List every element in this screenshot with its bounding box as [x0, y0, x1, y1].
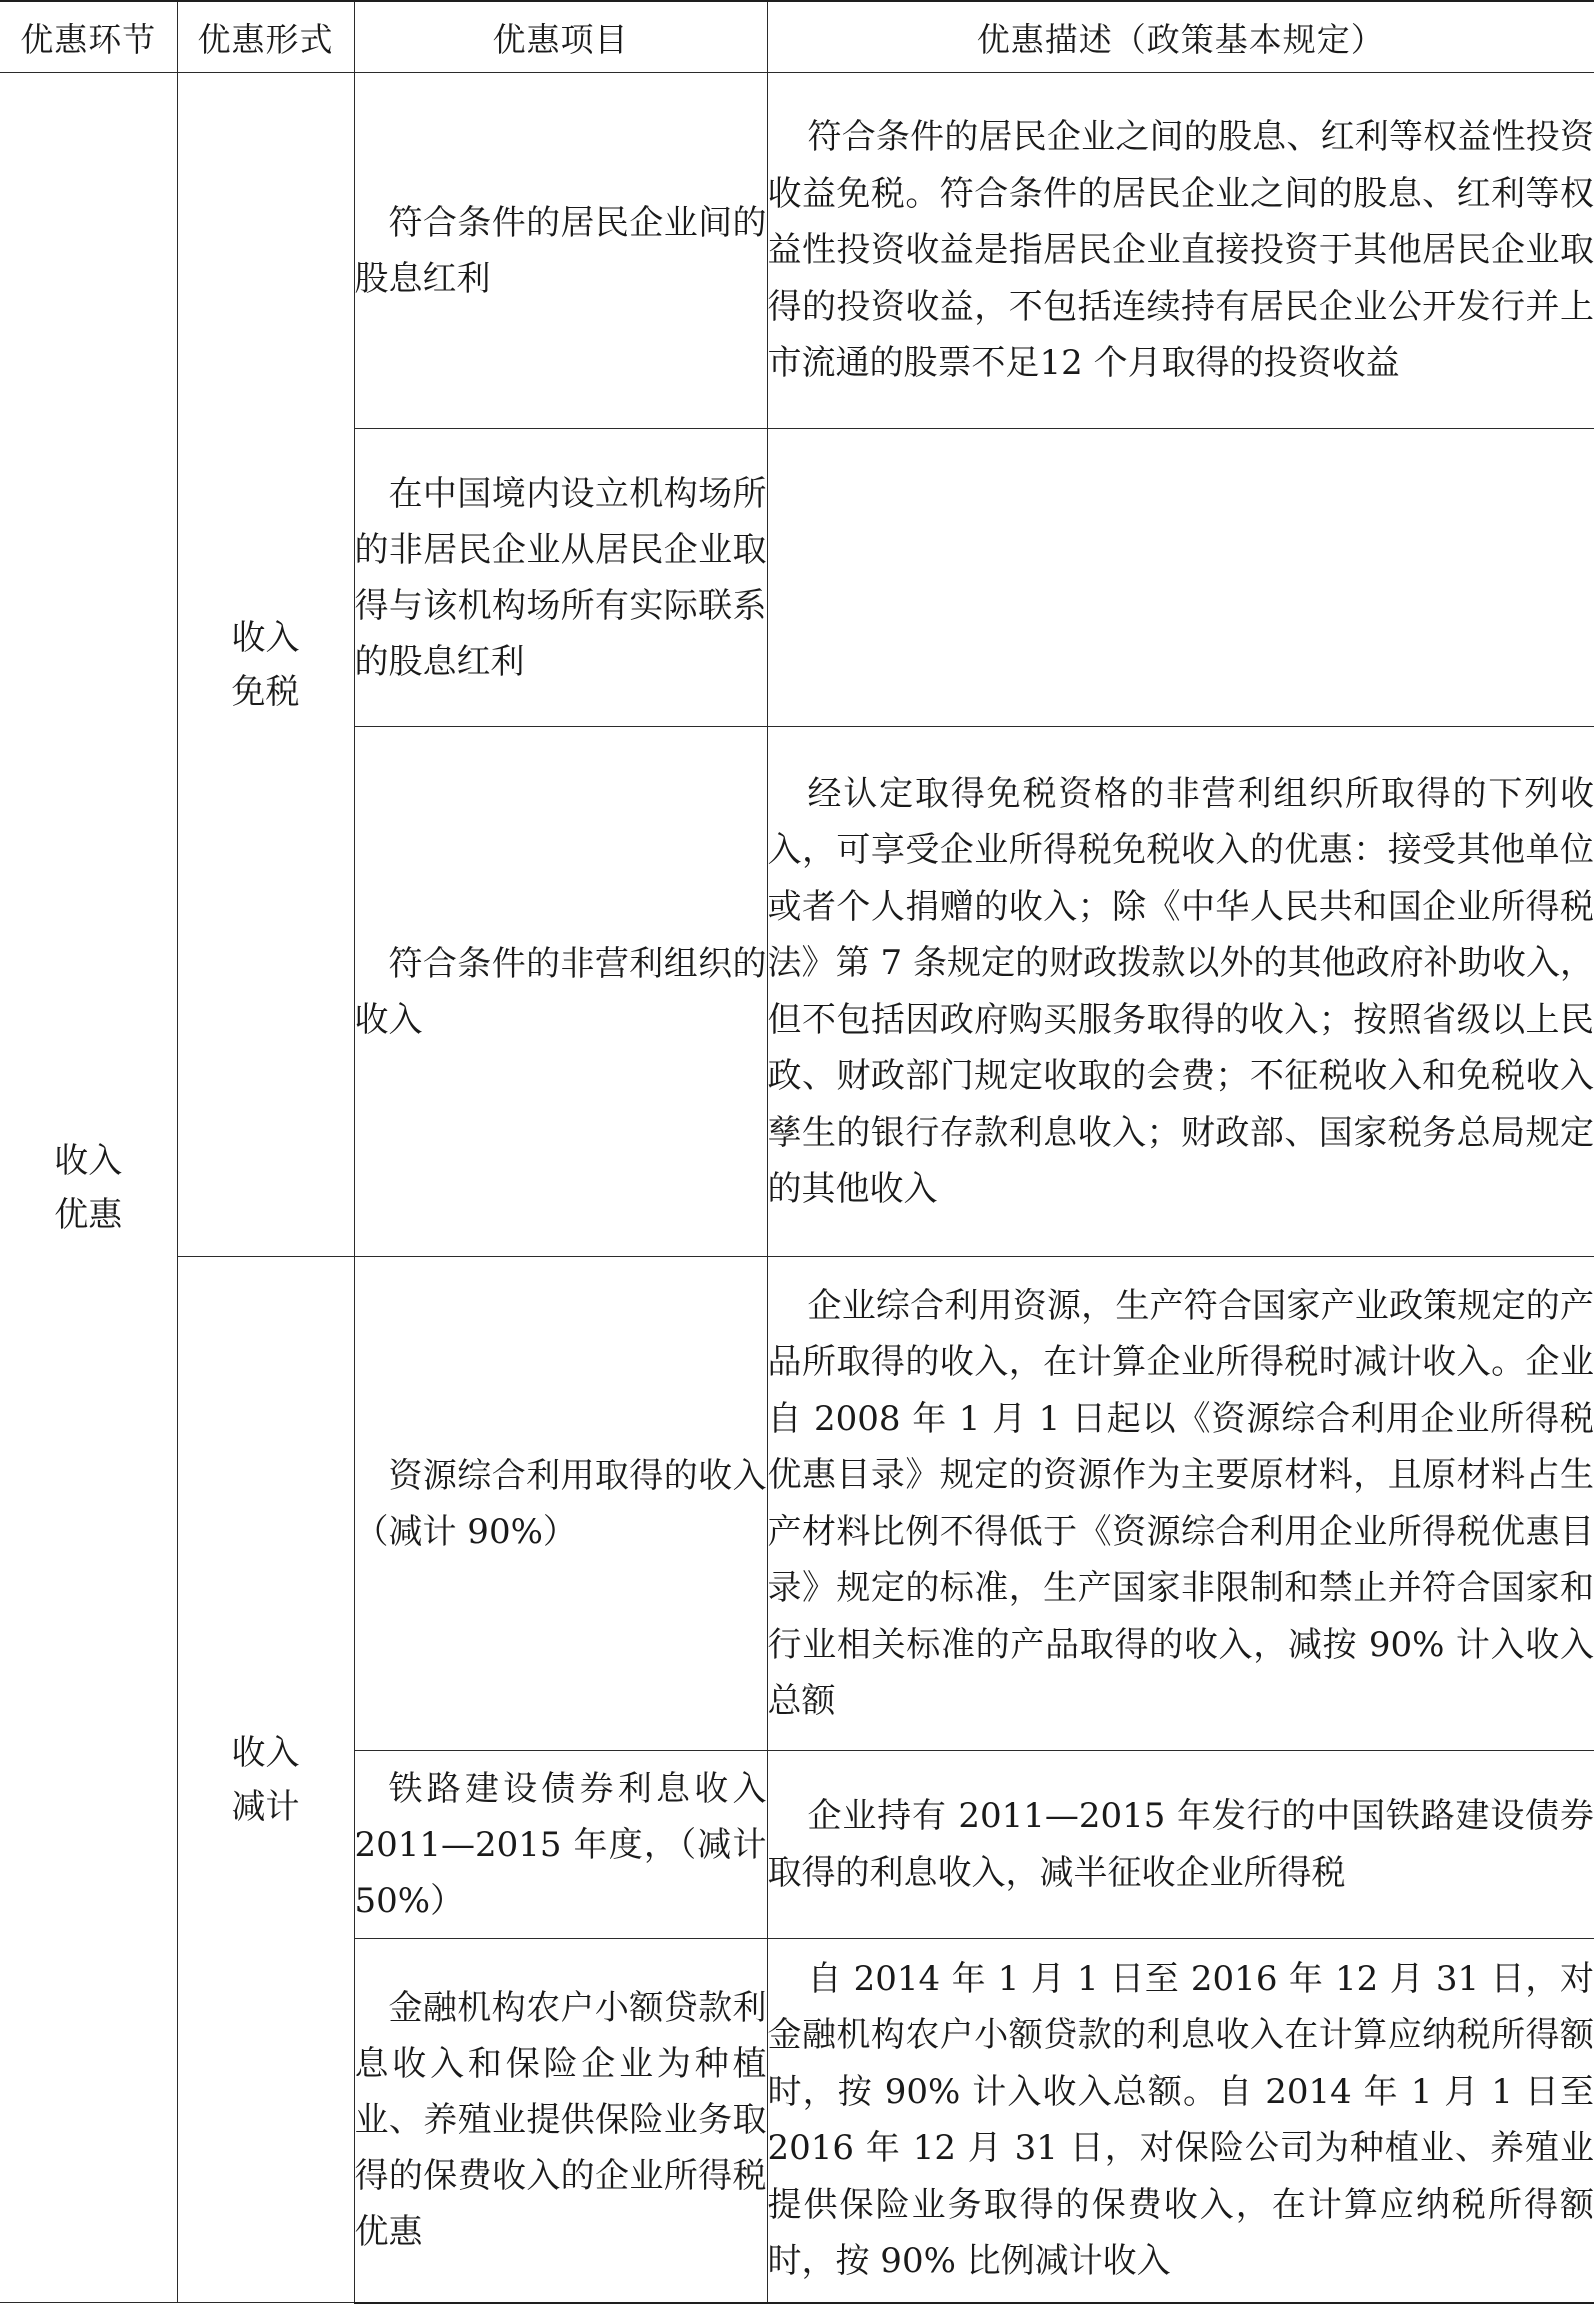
item-cell: 符合条件的非营利组织的收入: [354, 727, 767, 1257]
table-header-row: [0, 1, 1594, 73]
table-row: [0, 1257, 1594, 1751]
item-cell: 铁路建设债券利息收入 2011—2015 年度，（减计 50%）: [354, 1751, 767, 1939]
header-stage: 优惠环节: [0, 1, 177, 73]
header-item: 优惠项目: [354, 1, 767, 73]
description-cell: 企业综合利用资源，生产符合国家产业政策规定的产品所取得的收入，在计算企业所得税时减计收入。企业自 2008 年 1 月 1 日起以《资源综合利用企业所得税优惠目录》规定的资源作为主要原材料，且原材料占生产材料比例不得低于《资源综合利用企业所得税优惠目录》规定的标准，生产国家非限制和禁止并符合国家和行业相关标准的产品取得的收入，减按 90% 计入收入总额: [767, 1257, 1594, 1751]
item-cell: 资源综合利用取得的收入（减计 90%）: [354, 1257, 767, 1751]
header-form: 优惠形式: [177, 1, 354, 73]
table-row: [0, 73, 1594, 429]
header-description: 优惠描述（政策基本规定）: [767, 1, 1594, 73]
description-cell: 自 2014 年 1 月 1 日至 2016 年 12 月 31 日，对金融机构农户小额贷款的利息收入在计算应纳税所得额时，按 90% 计入收入总额。自 2014 年 1 月 1 日至 2016 年 12 月 31 日，对保险公司为种植业、养殖业提供保险业务取得的保费收入，在计算应纳税所得额时，按 90% 比例减计收入: [767, 1939, 1594, 2303]
section-label: 收入 优惠: [0, 73, 177, 2303]
description-cell: 符合条件的居民企业之间的股息、红利等权益性投资收益免税。符合条件的居民企业之间的股息、红利等权益性投资收益是指居民企业直接投资于其他居民企业取得的投资收益，不包括连续持有居民企业公开发行并上市流通的股票不足12 个月取得的投资收益: [767, 73, 1594, 429]
description-cell: 企业持有 2011—2015 年发行的中国铁路建设债券取得的利息收入，减半征收企业所得税: [767, 1751, 1594, 1939]
description-cell: 经认定取得免税资格的非营利组织所取得的下列收入，可享受企业所得税免税收入的优惠：接受其他单位或者个人捐赠的收入；除《中华人民共和国企业所得税法》第 7 条规定的财政拨款以外的其他政府补助收入，但不包括因政府购买服务取得的收入；按照省级以上民政、财政部门规定收取的会费；不征税收入和免税收入孳生的银行存款利息收入；财政部、国家税务总局规定的其他收入: [767, 727, 1594, 1257]
description-cell: [767, 429, 1594, 727]
form-label-reduced: 收入 减计: [177, 1257, 354, 2303]
item-cell: 金融机构农户小额贷款利息收入和保险企业为种植业、养殖业提供保险业务取得的保费收入的企业所得税优惠: [354, 1939, 767, 2303]
item-cell: 在中国境内设立机构场所的非居民企业从居民企业取得与该机构场所有实际联系的股息红利: [354, 429, 767, 727]
form-label-exempt: 收入 免税: [177, 73, 354, 1257]
item-cell: 符合条件的居民企业间的股息红利: [354, 73, 767, 429]
